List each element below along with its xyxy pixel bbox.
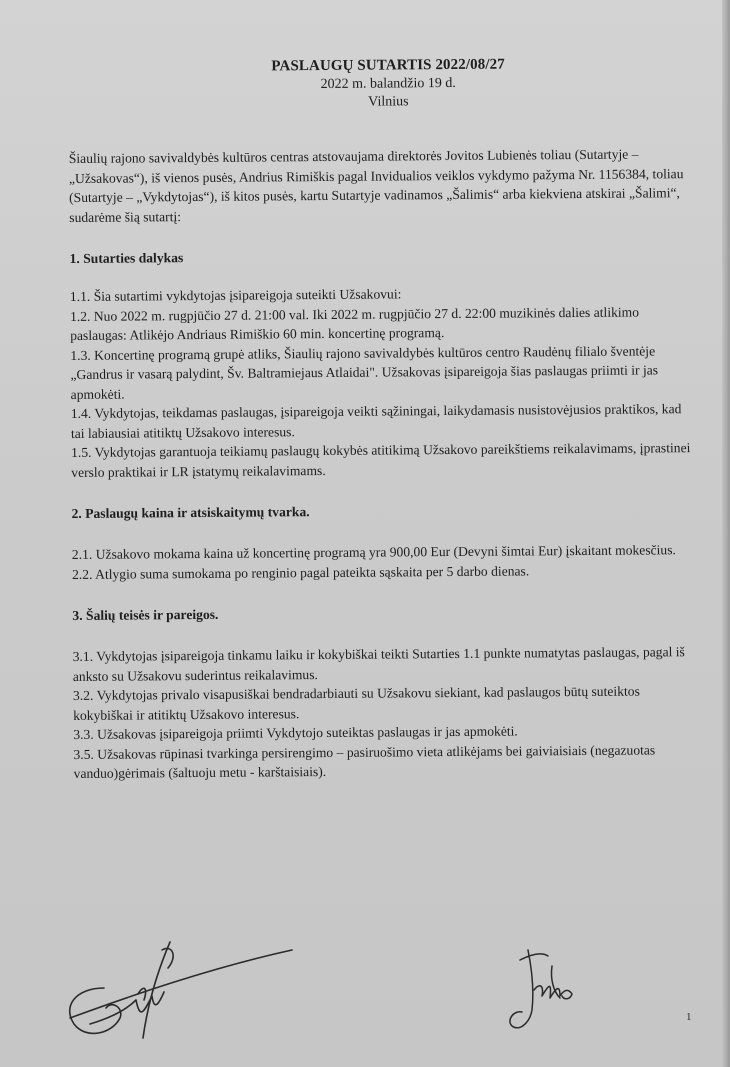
page-number: 1: [686, 1011, 692, 1023]
document-header: [208, 54, 568, 113]
intro-paragraph: Šiaulių rajono savivaldybės kultūros centras atstovaujama direktorės Jovitos Lubienės toliau (Sutartyje – „Užsakovas“), iš vienos pusės, Andrius Rimiškis pagal Invidualios veiklos vykdymo pažyma Nr. 1156384, toliau (Sutartyje – „Vykdytojas“), iš kitos pusės, kartu Sutartyje vadinamos „Šalimis“ arba kiekviena atskirai „Šalimi“, sudarėme šią sutartį:: [68, 146, 684, 225]
client-signature: [498, 940, 588, 1050]
clause-1-3: 1.3. Koncertinę programą grupė atliks, Šiaulių rajono savivaldybės kultūros centro Raudėnų filialo šventėje „Gandrus ir vasarą palydint, Šv. Baltramiejaus Atlaidai". Užsakovas įsipareigoja šias paslaugas priimti ir jas apmokėti.: [70, 342, 659, 402]
contract-content: [68, 53, 698, 783]
clause-1-4: 1.4. Vykdytojas, teikdamas paslaugas, įsipareigoja veikti sąžiningai, laikydamasis nusistovėjusios praktikos, kad tai labiausiai atitiktų Užsakovo interesus.: [70, 401, 682, 441]
document-title: PASLAUGŲ SUTARTIS 2022/08/27: [271, 56, 505, 75]
document-city: Vilnius: [368, 94, 409, 110]
clause-3-5: 3.5. Užsakovas rūpinasi tvarkinga persirengimo – pasiruošimo vieta atlikėjams bei gaiviaisiais (negazuotas vanduo)gėrimais (šaltuoju metu - karštaisiais).: [73, 741, 656, 781]
clause-1-1: 1.1. Šia sutartimi vykdytojas įsipareigoja suteikti Užsakovui:: [69, 286, 402, 304]
executor-signature: [40, 930, 300, 1050]
clause-2-2: 2.2. Atlygio suma sumokama po renginio pagal pateikta sąskaita per 5 darbo dienas.: [71, 562, 530, 582]
scan-edge: [722, 0, 730, 1067]
document-date: 2022 m. balandžio 19 d.: [320, 75, 456, 93]
clause-1-2: 1.2. Nuo 2022 m. rugpjūčio 27 d. 21:00 val. Iki 2022 m. rugpjūčio 27 d. 22:00 muzikinės dalies atlikimo paslaugas: Atlikėjo Andriaus Rimiškio 60 min. koncertinę programą.: [69, 304, 640, 343]
section-heading-2: 2. Paslaugų kaina ir atsiskaitymų tvarka.: [71, 504, 310, 521]
section-heading-1: 1. Sutarties dalykas: [69, 250, 184, 266]
clause-3-2: 3.2. Vykdytojas privalo visapusiškai bendradarbiauti su Užsakovu siekiant, kad paslaugos būtų suteiktos kokybiškai ir atitiktų Užsakovo interesus.: [72, 683, 640, 723]
section-heading-3: 3. Šalių teisės ir pareigos.: [72, 606, 219, 623]
clause-1-5: 1.5. Vykdytojas garantuoja teikiamų paslaugų kokybės atitikimą Užsakovo pareikštiems reikalavimams, įprastinei verslo praktikai ir LR įstatymų reikalavimams.: [71, 440, 691, 480]
clause-3-3: 3.3. Užsakovas įsipareigoja priimti Vykdytojo suteiktas paslaugas ir jas apmokėti.: [73, 723, 518, 742]
clause-2-1: 2.1. Užsakovo mokama kaina už koncertinę programą yra 900,00 Eur (Devyni šimtai Eur) įskaitant mokesčius.: [71, 542, 676, 562]
clause-3-1: 3.1. Vykdytojas įsipareigoja tinkamu laiku ir kokybiškai teikti Sutarties 1.1 punkte numatytas paslaugas, pagal iš anksto su Užsakovu suderintus reikalavimus.: [72, 644, 685, 684]
